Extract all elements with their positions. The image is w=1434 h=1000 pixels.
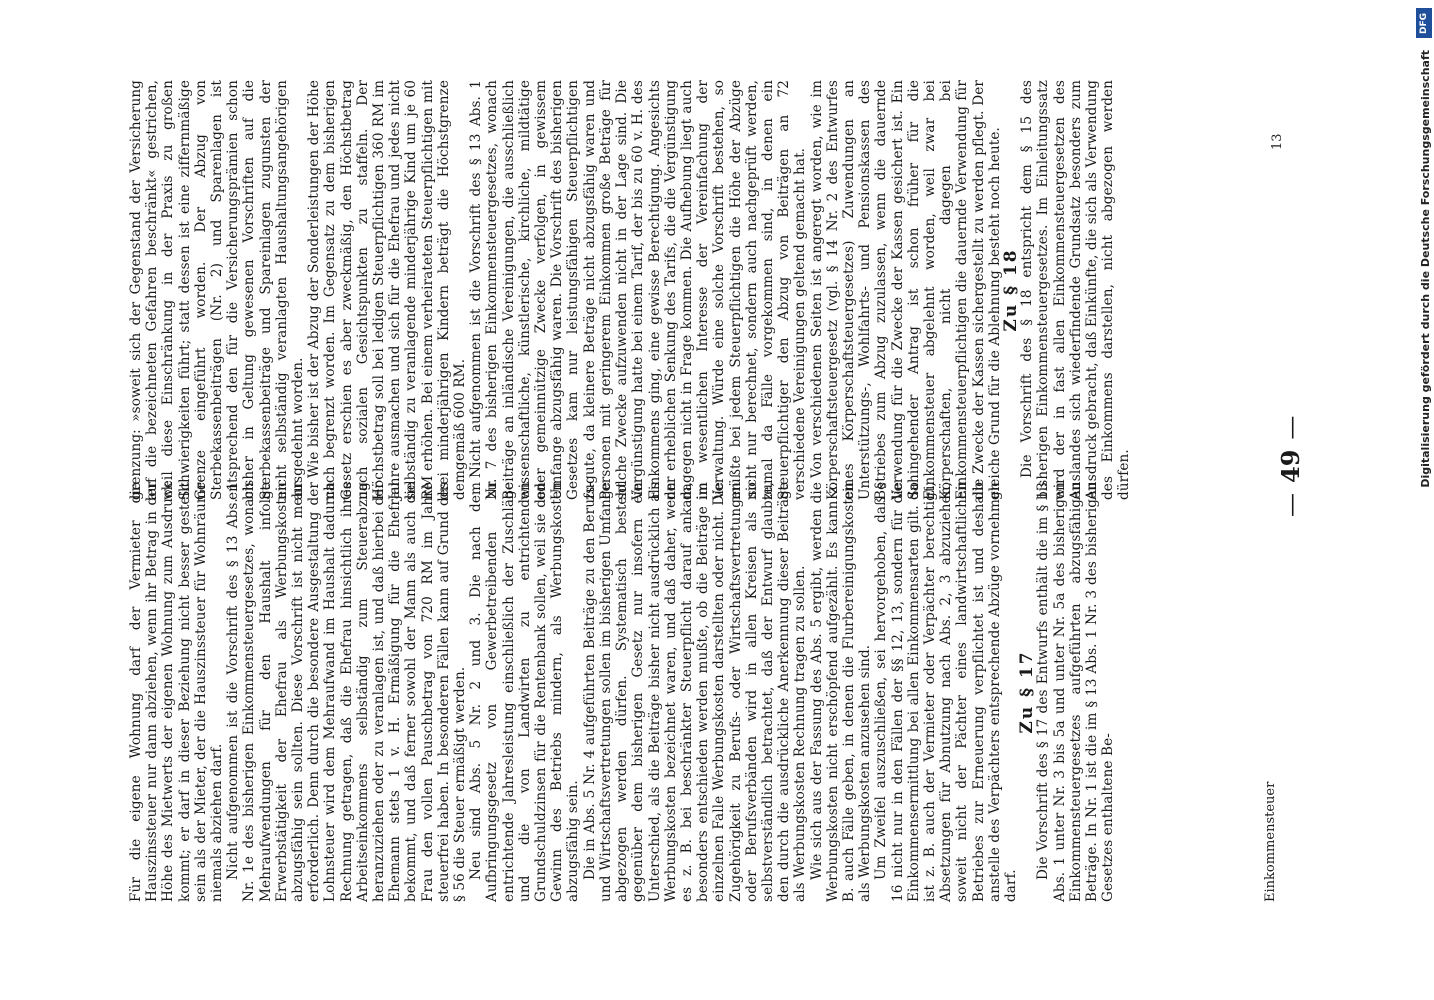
paragraph: Neu sind Abs. 5 Nr. 2 und 3. Die nach dem Aufbringungsgesetz von Gewerbetreibenden zu entrichtende Jahresleistung einschließlich der Zuschläge und die von Landwirten zu entrichtenden Grundschuldzinsen für die Rentenbank sollen, weil sie den Gewinn des Betriebs mindern, als Werbungskosten abzugsfähig sein. xyxy=(468,482,582,902)
paragraph: Nicht aufgenommen ist die Vorschrift des § 13 Abs. 1 Nr. 7 des bisherigen Einkommensteuergesetzes, wonach Beiträge an inländische Vereinigungen, die ausschließlich wissenschaftliche, künstlerische, kirchliche, mildtätige oder gemeinnützige Zwecke verfolgen, in gewissem Umfange abzugsfähig waren. Die Vorschrift des bisherigen Gesetzes kam nur leistungsfähigen Steuerpflichtigen zugute, da kleinere Beträge nicht abzugsfähig waren und Personen mit geringerem Einkommen große Beträge für solche Zwecke aufzuwenden nicht in der Lage sind. Die Vergünstigung hatte bei einem Tarif, der bis zu 60 v. H. des Einkommens ging, eine gewisse Berechtigung. Angesichts der erheblichen Senkung des Tarifs, die die Vergünstigung dagegen nicht in Frage kommen. Die Aufhebung liegt auch im wesentlichen Interesse der Vereinfachung der Verwaltung. Würde eine solche Vorschrift bestehen, so müßte bei jedem Steuerpflichtigen die Höhe der Abzüge nicht nur berechnet, sondern auch nachgeprüft werden, zumal da Fälle vorgekommen sind, in denen ein Steuerpflichtiger den Abzug von Beiträgen an 72 verschiedene Vereinigungen geltend gemacht hat. xyxy=(468,80,809,500)
page-number: —49— xyxy=(1276,415,1305,517)
dfg-logo: DFG xyxy=(1416,8,1432,38)
section-heading: Zu § 18 xyxy=(1000,248,1021,332)
page-number-value: 49 xyxy=(1276,449,1305,483)
paragraph: Nicht aufgenommen ist die Vorschrift des § 13 Abs. 1 Nr. 1e des bisherigen Einkommensteuergesetzes, wonach Mehraufwendungen für den Haushalt infolge Erwerbstätigkeit der Ehefrau als Werbungskosten abzugsfähig sein sollten. Diese Vorschrift ist nicht mehr erforderlich. Denn durch die besondere Ausgestaltung der Lohnsteuer wird dem Mehraufwand im Haushalt dadurch Rechnung getragen, daß die Ehefrau hinsichtlich ihres Arbeitseinkommens selbständig zum Steuerabzug heranzuziehen oder zu veranlagen ist, und daß hierbei der Ehemann stets 1 v. H. Ermäßigung für die Ehefrau bekommt, und daß ferner sowohl der Mann als auch die Frau den vollen Pauschbetrag von 720 RM im Jahre steuerfrei haben. In besonderen Fällen kann auf Grund des § 56 die Steuer ermäßigt werden. xyxy=(225,482,469,902)
digitization-note: Digitalisierung gefördert durch die Deutsche Forschungsgemeinschaft xyxy=(1419,50,1432,488)
paragraph: Die Vorschrift des § 18 entspricht dem § 15 des bisherigen Einkommensteuergesetzes. Im Einleitungssatz wird der in fast allen Einkommensteuergesetzen des Auslandes sich wiederfindende Grundsatz besonders zum Ausdruck gebracht, daß Einkünfte, die sich als Verwendung des Einkommens darstellen, nicht abgezogen werden dürfen. xyxy=(1019,80,1133,500)
paragraph: Die in Abs. 5 Nr. 4 aufgeführten Beiträge zu den Berufs- und Wirtschaftsvertretungen sollen im bisherigen Umfange abgezogen werden dürfen. Systematisch besteht gegenüber dem bisherigen Gesetz nur insofern ein Unterschied, als die Beiträge bisher nicht ausdrücklich als Werbungskosten bezeichnet waren, und daß daher, wenn es z. B. bei beschränkter Steuerpflicht darauf ankam, besonders entschieden werden mußte, ob die Beiträge im einzelnen Falle Werbungskosten darstellten oder nicht. Die Zugehörigkeit zu Berufs- oder Wirtschaftsvertretungen oder Berufsverbänden wird in allen Kreisen als so selbstverständlich betrachtet, daß der Entwurf glaubte, den durch die ausdrückliche Anerkennung dieser Beiträge als Werbungskosten Rechnung tragen zu sollen. xyxy=(581,482,809,902)
footer-label: Einkommensteuer xyxy=(1263,781,1278,902)
section-heading: Zu § 17 xyxy=(1017,650,1038,734)
footer-sheet-number: 13 xyxy=(1270,133,1285,150)
paragraph: grenzung: »soweit sich der Gegenstand der Versicherung auf die bezeichneten Gefahren beschränkt« gestrichen, weil diese Einschränkung in der Praxis zu großen Schwierigkeiten führt; statt dessen ist eine ziffernmäßige Grenze eingeführt worden. Der Abzug von Sterbekassenbeiträgen (Nr. 2) und Sparenlagen ist entsprechend den für die Versicherungsprämien schon bisher in Geltung gewesenen Vorschriften auf die Sterbekassenbeiträge und Spareinlagen zugunsten der nicht selbständig veranlagten Haushaltungsangehörigen ausgedehnt worden. xyxy=(128,80,307,500)
right-text-column xyxy=(128,80,1133,500)
paragraph: Wie bisher ist der Abzug der Sonderleistungen der Höhe nach begrenzt worden. Im Gegensatz zu dem bisherigen Gesetz erschien es aber zweckmäßig, den Höchstbetrag nach sozialen Gesichtspunkten zu staffeln. Der Höchstbetrag soll bei ledigen Steuerpflichtigen 360 RM im Jahre ausmachen und sich für die Ehefrau und jedes nicht selbständig zu veranlagende minderjährige Kind um je 60 RM erhöhen. Bei einem verheirateten Steuerpflichtigen mit drei minderjährigen Kindern beträgt die Höchstgrenze demgemäß 600 RM. xyxy=(306,80,469,500)
paragraph: Wie sich aus der Fassung des Abs. 5 ergibt, werden die Werbungskosten nicht erschöpfend aufgezählt. Es kann z. B. auch Fälle geben, in denen die Flurbereinigungskosten als Werbungskosten anzusehen sind. xyxy=(808,482,874,902)
left-text-column xyxy=(128,482,1116,902)
paragraph: Von verschiedenen Seiten ist angeregt worden, wie im Körperschaftsteuergesetz (vgl. § 14 Nr. 2 des Entwurfes eines Körperschaftsteuergesetzes) Zuwendungen an Unterstützungs-, Wohlfahrts- und Pensionskassen des Betriebes zum Abzug zuzulassen, wenn die dauernde Verwendung für die Zwecke der Kassen gesichert ist. Ein dahingehender Antrag ist schon früher für die Einkommensteuer abgelehnt worden, weil zwar bei Körperschaften, nicht dagegen bei Einkommensteuerpflichtigen die dauernde Verwendung für die Zwecke der Kassen sichergestellt zu werden pflegt. Der gleiche Grund für die Ablehnung besteht noch heute. xyxy=(808,80,1003,500)
paragraph: Die Vorschrift des § 17 des Entwurfs enthält die im § 13 Abs. 1 unter Nr. 3 bis 5a und unter Nr. 5a des bisherigen Einkommensteuergesetzes aufgeführten abzugsfähigen Beträge. In Nr. 1 ist die im § 13 Abs. 1 Nr. 3 des bisherigen Gesetzes enthaltene Be- xyxy=(1035,482,1117,902)
paragraph: Für die eigene Wohnung darf der Vermieter die Hauszinssteuer nur dann abziehen, wenn ihr Betrag in der Höhe des Mietwerts der eigenen Wohnung zum Ausdruck kommt; er darf in dieser Beziehung nicht besser gestellt sein als der Mieter, der die Hauszinssteuer für Wohnräume niemals abziehen darf. xyxy=(128,482,226,902)
paragraph: Um Zweifel auszuschließen, sei hervorgehoben, daß § 16 nicht nur in den Fällen der §§ 12, 13, sondern für die Einkommensermittlung bei allen Einkommensarten gilt. So ist z. B. auch der Vermieter oder Verpächter berechtigt, Absetzungen für Abnutzung nach Abs. 2, 3 abzuziehen, soweit nicht der Pächter eines landwirtschaftlichen Betriebes zur Erneuerung verpflichtet ist und deshalb anstelle des Verpächters entsprechende Abzüge vornehmen darf. xyxy=(873,482,1019,902)
